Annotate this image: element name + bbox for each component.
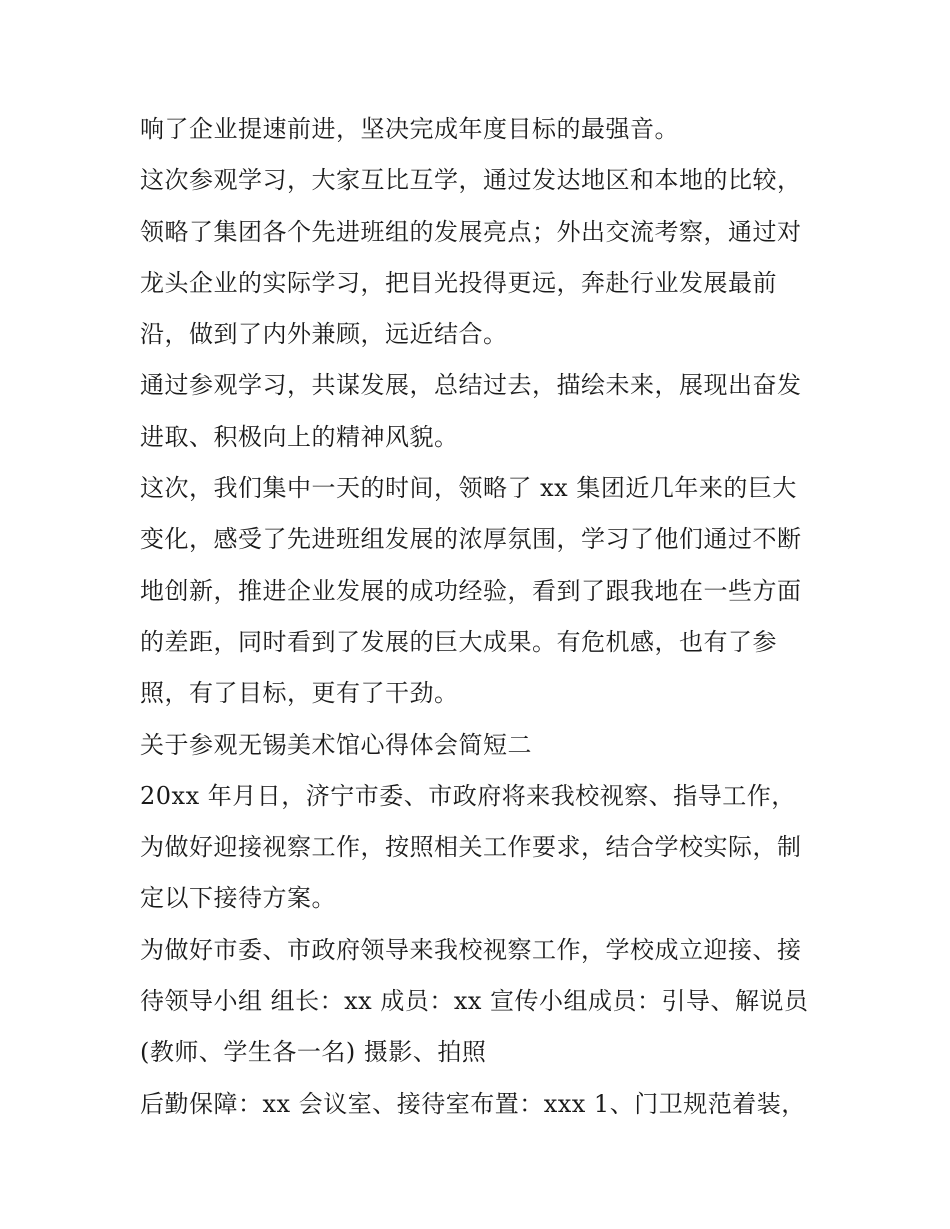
text-line: 这次参观学习，大家互比互学，通过发达地区和本地的比较， xyxy=(140,166,802,195)
text-line: 照，有了目标，更有了干劲。 xyxy=(140,679,459,708)
text-line: 为做好迎接视察工作，按照相关工作要求，结合学校实际，制 xyxy=(140,833,802,862)
text-line: 地创新，推进企业发展的成功经验，看到了跟我地在一些方面 xyxy=(140,576,802,605)
text-line: 20xx 年月日，济宁市委、市政府将来我校视察、指导工作， xyxy=(140,781,796,810)
text-line: 定以下接待方案。 xyxy=(140,884,336,913)
text-line: 沿，做到了内外兼顾，远近结合。 xyxy=(140,320,508,349)
text-line: 通过参观学习，共谋发展，总结过去，描绘未来，展现出奋发 xyxy=(140,371,802,400)
text-line: 后勤保障：xx 会议室、接待室布置：xxx 1、门卫规范着装， xyxy=(140,1089,806,1118)
text-line: 进取、积极向上的精神风貌。 xyxy=(140,422,459,451)
text-line: (教师、学生各一名) 摄影、拍照 xyxy=(140,1038,487,1067)
text-line: 这次，我们集中一天的时间，领略了 xx 集团近几年来的巨大 xyxy=(140,474,797,503)
text-line: 响了企业提速前进，坚决完成年度目标的最强音。 xyxy=(140,115,679,143)
text-line: 为做好市委、市政府领导来我校视察工作，学校成立迎接、接 xyxy=(140,935,802,964)
text-line: 的差距，同时看到了发展的巨大成果。有危机感，也有了参 xyxy=(140,627,777,656)
document-body xyxy=(140,104,830,1130)
text-line: 变化，感受了先进班组发展的浓厚氛围，学习了他们通过不断 xyxy=(140,525,802,554)
text-line: 领略了集团各个先进班组的发展亮点；外出交流考察，通过对 xyxy=(140,217,802,246)
section-heading: 关于参观无锡美术馆心得体会简短二 xyxy=(140,730,532,759)
text-line: 待领导小组 组长：xx 成员：xx 宣传小组成员：引导、解说员 xyxy=(140,987,809,1016)
text-line: 龙头企业的实际学习，把目光投得更远，奔赴行业发展最前 xyxy=(140,268,777,297)
